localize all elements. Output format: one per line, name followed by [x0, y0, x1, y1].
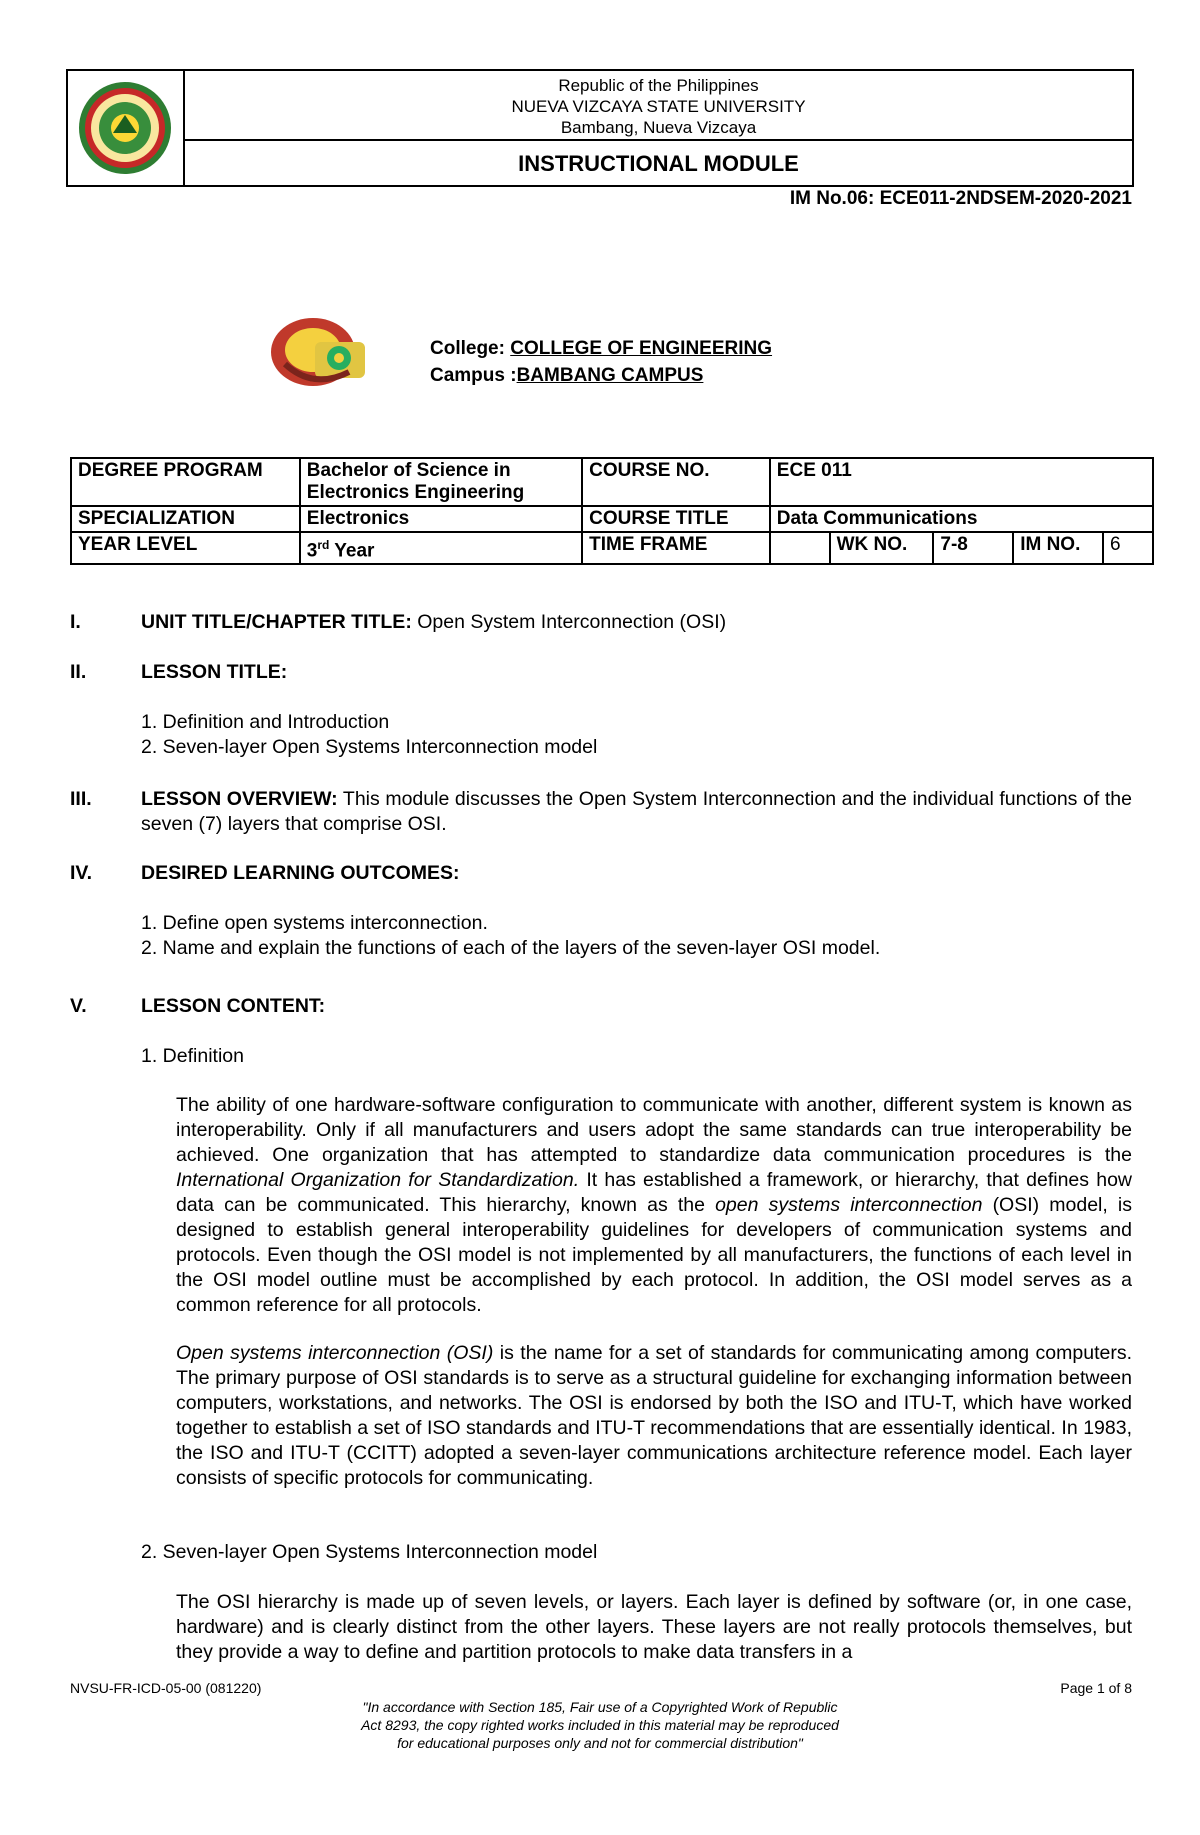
- unit-title-text: Open System Interconnection (OSI): [411, 611, 727, 633]
- im-number: IM No.06: ECE011-2NDSEM-2020-2021: [789, 188, 1132, 209]
- header-line-university: NUEVA VIZCAYA STATE UNIVERSITY: [511, 97, 806, 116]
- course-title-value: Data Communications: [770, 506, 1153, 532]
- header-line-republic: Republic of the Philippines: [558, 76, 759, 95]
- specialization-label: SPECIALIZATION: [71, 506, 300, 532]
- campus-line: [430, 362, 772, 389]
- table-row: [71, 506, 1153, 532]
- course-no-value: ECE 011: [770, 458, 1153, 506]
- year-label: YEAR LEVEL: [71, 532, 300, 564]
- header-titles: [185, 71, 1132, 141]
- outcomes-label: DESIRED LEARNING OUTCOMES:: [141, 862, 460, 884]
- specialization-value: Electronics: [300, 506, 582, 532]
- unit-title-label: UNIT TITLE/CHAPTER TITLE:: [141, 611, 412, 633]
- table-row: [71, 458, 1153, 506]
- lesson-overview: [141, 787, 1132, 837]
- outcomes-list: [141, 911, 880, 961]
- university-seal-icon: [68, 71, 183, 185]
- wk-value: 7-8: [933, 532, 1013, 564]
- table-row: [71, 532, 1153, 564]
- college-info: [430, 335, 772, 389]
- list-item: 1. Define open systems interconnection.: [141, 912, 488, 934]
- lesson-overview-label: LESSON OVERVIEW:: [141, 788, 338, 810]
- page-number: Page 1 of 8: [1060, 1680, 1132, 1696]
- time-frame-label: TIME FRAME: [582, 532, 770, 564]
- college-line: [430, 335, 772, 362]
- module-title: INSTRUCTIONAL MODULE: [518, 151, 799, 176]
- course-title-label: COURSE TITLE: [582, 506, 770, 532]
- college-value: COLLEGE OF ENGINEERING: [510, 338, 773, 359]
- time-frame-blank: [770, 532, 830, 564]
- college-label: College:: [430, 338, 505, 359]
- list-item: 1. Definition and Introduction: [141, 711, 390, 733]
- header-box: [66, 69, 1134, 187]
- im-label: IM NO.: [1013, 532, 1103, 564]
- subsection-osi-model-title: 2. Seven-layer Open Systems Interconnection model: [141, 1541, 598, 1563]
- list-item: 2. Seven-layer Open Systems Interconnection model: [141, 736, 598, 758]
- wk-label: WK NO.: [830, 532, 934, 564]
- lesson-content-label: LESSON CONTENT:: [141, 995, 326, 1017]
- lesson-overview-text: This module discusses the Open System Interconnection and the individual functions of the seven (7) layers that comprise OSI.: [141, 788, 1132, 835]
- engineering-gear-logo-icon: [265, 312, 375, 392]
- course-no-label: COURSE NO.: [582, 458, 770, 506]
- im-value: 6: [1103, 532, 1153, 564]
- year-value: 3rd Year: [300, 532, 582, 564]
- logo-cell: [68, 71, 185, 185]
- subsection-definition-title: 1. Definition: [141, 1045, 244, 1067]
- lesson-title-label: LESSON TITLE:: [141, 661, 288, 683]
- list-item: 2. Name and explain the functions of each of the layers of the seven-layer OSI model.: [141, 937, 881, 959]
- lesson-title-list: [141, 710, 597, 760]
- campus-label: Campus :: [430, 365, 517, 386]
- course-info-table: [70, 457, 1154, 565]
- header-line-location: Bambang, Nueva Vizcaya: [560, 118, 757, 137]
- paragraph-osi-hierarchy: The OSI hierarchy is made up of seven levels, or layers. Each layer is defined by software (or, in one case, hardware) and is clearly distinct from the other layers. These layers are not really protocols themselves, but they provide a way to define and partition protocols to make data transfers in a: [176, 1591, 1132, 1663]
- campus-value: BAMBANG CAMPUS: [516, 365, 704, 386]
- paragraph-osi-definition: Open systems interconnection (OSI) is the name for a set of standards for communicating among computers. The primary purpose of OSI standards is to serve as a structural guideline for exchanging information between computers, workstations, and networks. The OSI is endorsed by both the ISO and ITU-T, which have worked together to establish a set of ISO standards and ITU-T recommendations that are essentially identical. In 1983, the ISO and ITU-T (CCITT) adopted a seven-layer communications architecture reference model. Each layer consists of specific protocols for communicating.: [176, 1342, 1132, 1489]
- degree-value: Bachelor of Science in Electronics Engineering: [300, 458, 582, 506]
- form-code: NVSU-FR-ICD-05-00 (081220): [70, 1680, 262, 1696]
- paragraph-interoperability: The ability of one hardware-software configuration to communicate with another, different system is known as interoperability. Only if all manufacturers and users adopt the same standards can true interoperability be achieved. One organization that has attempted to standardize data communication procedures is the International Organization for Standardization. It has established a framework, or hierarchy, that defines how data can be communicated. This hierarchy, known as the open systems interconnection (OSI) model, is designed to establish general interoperability guidelines for developers of communication systems and protocols. Even though the OSI model is not implemented by all manufacturers, the functions of each level in the OSI model outline must be accomplished by each protocol. In addition, the OSI model serves as a common reference for all protocols.: [176, 1094, 1132, 1316]
- degree-label: DEGREE PROGRAM: [71, 458, 300, 506]
- copyright-note: "In accordance with Section 185, Fair use of a Copyrighted Work of Republic Act 8293, the copy righted works included in this material may be reproduced for educational purposes only and not for commercial distribution": [361, 1699, 839, 1751]
